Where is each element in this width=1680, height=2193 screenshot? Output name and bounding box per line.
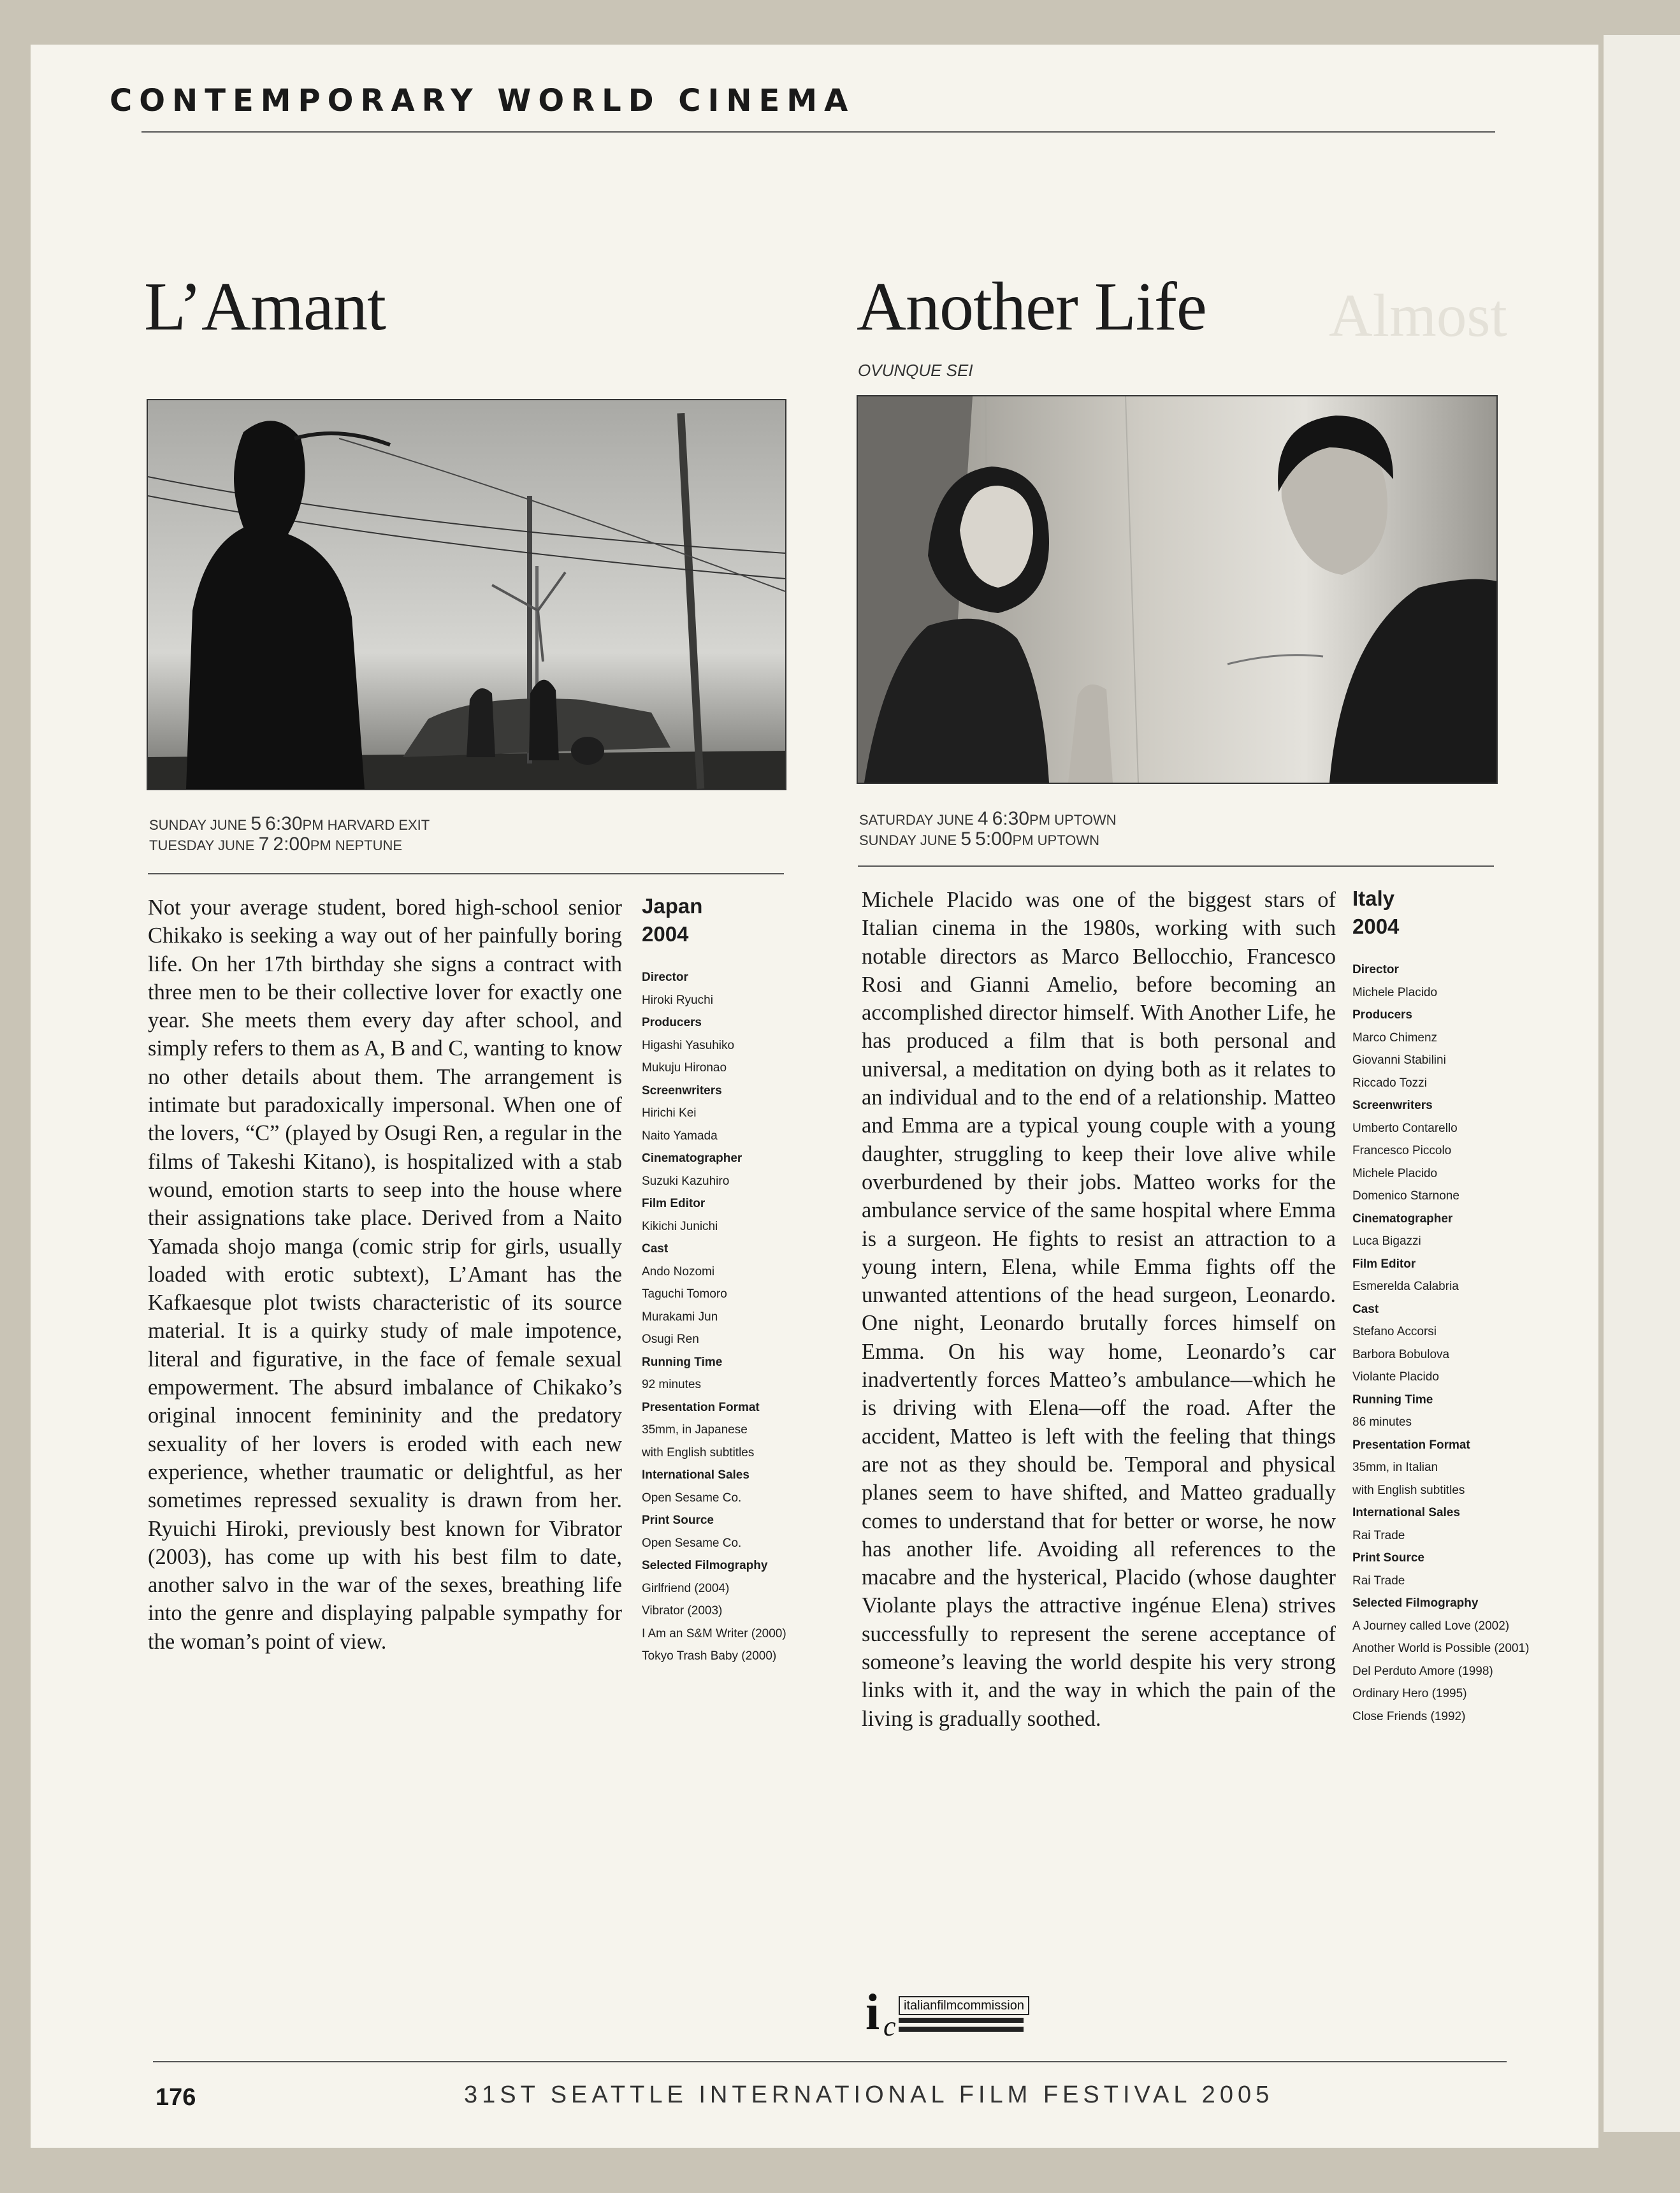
screening-venue: UPTOWN [1054,812,1117,828]
credit-value: Girlfriend (2004) [642,1581,730,1595]
page-number: 176 [156,2084,196,2111]
credit-value: Higashi Yasuhiko [642,1038,735,1052]
credit-value: Hirichi Kei [642,1106,697,1120]
adjacent-page-ghost-title: Almost [1329,282,1507,349]
credit-value: Barbora Bobulova [1352,1347,1450,1361]
credit-value: Michele Placido [1352,985,1438,999]
logo-name: italianfilmcommission [899,1996,1029,2015]
italian-film-commission-logo [865,1987,1025,2043]
credit-value: Naito Yamada [642,1129,718,1143]
credit-value: 35mm, in Italian [1352,1461,1438,1474]
credit-value: Violante Placido [1352,1370,1439,1384]
credit-label: Director [1352,963,1399,976]
credit-value: I Am an S&M Writer (2000) [642,1626,786,1640]
credit-value: Michele Placido [1352,1166,1438,1180]
credit-label: Cinematographer [642,1152,742,1165]
credit-label: Film Editor [642,1197,706,1210]
credit-value: Giovanni Stabilini [1352,1053,1446,1067]
credit-label: Running Time [1352,1393,1433,1407]
credit-value: 92 minutes [642,1378,701,1391]
credit-value: Francesco Piccolo [1352,1144,1452,1157]
film-title-lamant: L’Amant [144,269,386,345]
credit-label: Presentation Format [1352,1438,1470,1452]
credit-value: Esmerelda Calabria [1352,1280,1459,1293]
credit-value: 35mm, in Japanese [642,1423,748,1437]
credit-value: Stefano Accorsi [1352,1325,1437,1338]
screening-ampm: PM [1012,832,1034,848]
screening-day: TUESDAY JUNE [149,837,255,853]
synopsis-another-life: Michele Placido was one of the biggest stars of Italian cinema in the 1980s, working with such notable directors as Marco Bellocchio, Francesco Rosi and Gianni Amelio, before becoming an accomplished director himself. With Another Life, he has produced a film that is both personal and universal, a meditation on dying both as it relates to an individual and to the end of a relationship. Matteo and Emma are a typical young couple with a young daughter, struggling to keep their love alive while overburdened by their jobs. Matteo works for the ambulance service of the same hospital where Emma is a surgeon. He fights to resist an attraction to a young intern, Elena, while Emma fights off the unwanted attentions of the head surgeon, Leonardo. One night, Leonardo brutally forces himself on Emma. On his way home, Leonardo’s car inadvertently forces Matteo’s ambulance—which he is driving with Elena—off the road. After the accident, Matteo is left with the feeling that things are not as they should be. Temporal and physical planes seem to have shifted, and Matteo gradually comes to understand that for better or worse, he now has another life. Avoiding all references to the macabre and the hysterical, Placido (whose daughter Violante plays the attractive ingénue Elena) strives successfully to represent the serene acceptance of someone’s leaving the world despite his very strong links with it, and the way in which the pain of the living is gradually soothed. [862,888,1336,1731]
credit-label: Cinematographer [1352,1212,1453,1226]
credits-sidebar-lamant [642,892,785,1668]
credit-value: with English subtitles [642,1445,755,1459]
credits-sidebar-another-life [1352,885,1530,1728]
credit-value: Marco Chimenz [1352,1031,1438,1045]
credit-value: Ando Nozomi [642,1264,715,1278]
credit-label: Cast [642,1242,669,1256]
screening-ampm: PM [310,837,331,853]
header-rule [141,131,1495,133]
credit-label: Director [642,971,688,984]
screening-venue: HARVARD EXIT [327,817,430,833]
credit-label: Presentation Format [642,1400,760,1414]
credit-value: Del Perduto Amore (1998) [1352,1664,1493,1678]
film-year: 2004 [1352,915,1400,938]
credit-value: Close Friends (1992) [1352,1709,1466,1723]
credit-value: Rai Trade [1352,1528,1405,1542]
screening-time: 2:00 [273,834,310,855]
screening-date: 5 [960,829,972,850]
festival-name: 31ST SEATTLE INTERNATIONAL FILM FESTIVAL 2005 [464,2081,1274,2108]
film-title-another-life: Another Life [857,269,1206,345]
logo-tagline-bars [899,2018,1024,2036]
credit-value: Riccado Tozzi [1352,1076,1427,1090]
credit-value: Murakami Jun [642,1310,718,1324]
screening-lamant-2 [149,835,402,855]
logo-mark-i: i [865,1985,880,2041]
screening-venue: UPTOWN [1037,832,1100,848]
credit-value: Domenico Starnone [1352,1189,1459,1203]
credit-label: International Sales [1352,1506,1460,1519]
credit-value: Kikichi Junichi [642,1219,718,1233]
film-still-another-life [857,395,1498,784]
credit-label: Producers [1352,1008,1412,1022]
credit-value: Tokyo Trash Baby (2000) [642,1649,777,1663]
credit-label: Print Source [642,1514,714,1527]
credit-list [1352,959,1530,1728]
credit-value: A Journey called Love (2002) [1352,1619,1510,1633]
footer-rule [153,2061,1507,2062]
credit-value: Osugi Ren [642,1333,699,1346]
credit-value: 86 minutes [1352,1415,1412,1429]
credit-label: Print Source [1352,1551,1424,1565]
credit-value: with English subtitles [1352,1483,1465,1497]
section-header: CONTEMPORARY WORLD CINEMA [110,83,855,119]
screening-another-life-1 [859,809,1117,830]
screening-time: 5:00 [975,829,1013,850]
credit-value: Open Sesame Co. [642,1491,742,1505]
credit-label: Selected Filmography [1352,1596,1479,1610]
credit-value: Luca Bigazzi [1352,1234,1421,1248]
adjacent-page-edge [1603,35,1680,2132]
screening-venue: NEPTUNE [335,837,403,853]
credit-value: Another World is Possible (2001) [1352,1642,1530,1655]
credit-list [642,966,785,1668]
credit-label: Screenwriters [1352,1099,1433,1112]
credit-value: Open Sesame Co. [642,1536,742,1550]
logo-mark-c: c [883,2011,896,2042]
screening-date: 5 [250,813,262,834]
credit-value: Mukuju Hironao [642,1061,727,1075]
film-year: 2004 [642,922,689,946]
screening-lamant-1 [149,814,430,835]
screening-day: SUNDAY JUNE [149,817,247,833]
credit-label: Screenwriters [642,1083,722,1097]
credit-label: International Sales [642,1468,749,1482]
screening-day: SATURDAY JUNE [859,812,974,828]
credit-label: Cast [1352,1302,1379,1316]
credit-value: Rai Trade [1352,1574,1405,1588]
film-country: Italy [1352,887,1395,910]
screening-time: 6:30 [992,808,1030,829]
screening-another-life-2 [859,830,1099,850]
film-country: Japan [642,894,703,918]
credit-label: Selected Filmography [642,1559,768,1572]
screening-ampm: PM [302,817,324,833]
film-original-title: OVUNQUE SEI [858,361,973,380]
credit-label: Producers [642,1016,702,1029]
screening-date: 4 [977,808,988,829]
screening-day: SUNDAY JUNE [859,832,957,848]
screening-date: 7 [258,834,270,855]
screening-ampm: PM [1029,812,1051,828]
screening-time: 6:30 [265,813,303,834]
credit-value: Taguchi Tomoro [642,1287,727,1301]
credit-value: Suzuki Kazuhiro [642,1174,730,1188]
synopsis-lamant: Not your average student, bored high-school senior Chikako is seeking a way out of her painfully boring life. On her 17th birthday she signs a contract with three men to be their collective lover for exactly one year. She meets them every day after school, and simply refers to them as A, B and C, wanting to know no other details about them. The arrangement is intimate but paradoxically impersonal. When one of the lovers, “C” (played by Osugi Ren, a regular in the films of Takeshi Kitano), is hospitalized with a stab wound, emotion starts to seep into the house where their assignations take place. Derived from a Naito Yamada shojo manga (comic strip for girls, usually loaded with erotic subtext), L’Amant has the Kafkaesque plot twists characteristic of its source material. It is a quirky study of male impotence, literal and figurative, in the face of female sexual empowerment. The absurd imbalance of Chikako’s original innocent femininity and the predatory sexuality of her lovers is eroded with each new experience, whether traumatic or delightful, as her sometimes repressed sexuality is drawn from her. Ryuichi Hiroki, previously best known for Vibrator (2003), has come up with his best film to date, another salvo in the war of the sexes, breathing life into the genre and displaying palpable sympathy for the woman’s point of view. [148,895,622,1654]
credit-label: Running Time [642,1355,723,1369]
credit-value: Umberto Contarello [1352,1121,1458,1135]
credit-value: Vibrator (2003) [642,1604,723,1618]
film-still-lamant [147,399,786,790]
credit-value: Ordinary Hero (1995) [1352,1687,1467,1700]
screening-rule-another-life [858,865,1494,867]
screening-rule-lamant [148,873,784,874]
credit-label: Film Editor [1352,1257,1416,1271]
credit-value: Hiroki Ryuchi [642,993,713,1007]
